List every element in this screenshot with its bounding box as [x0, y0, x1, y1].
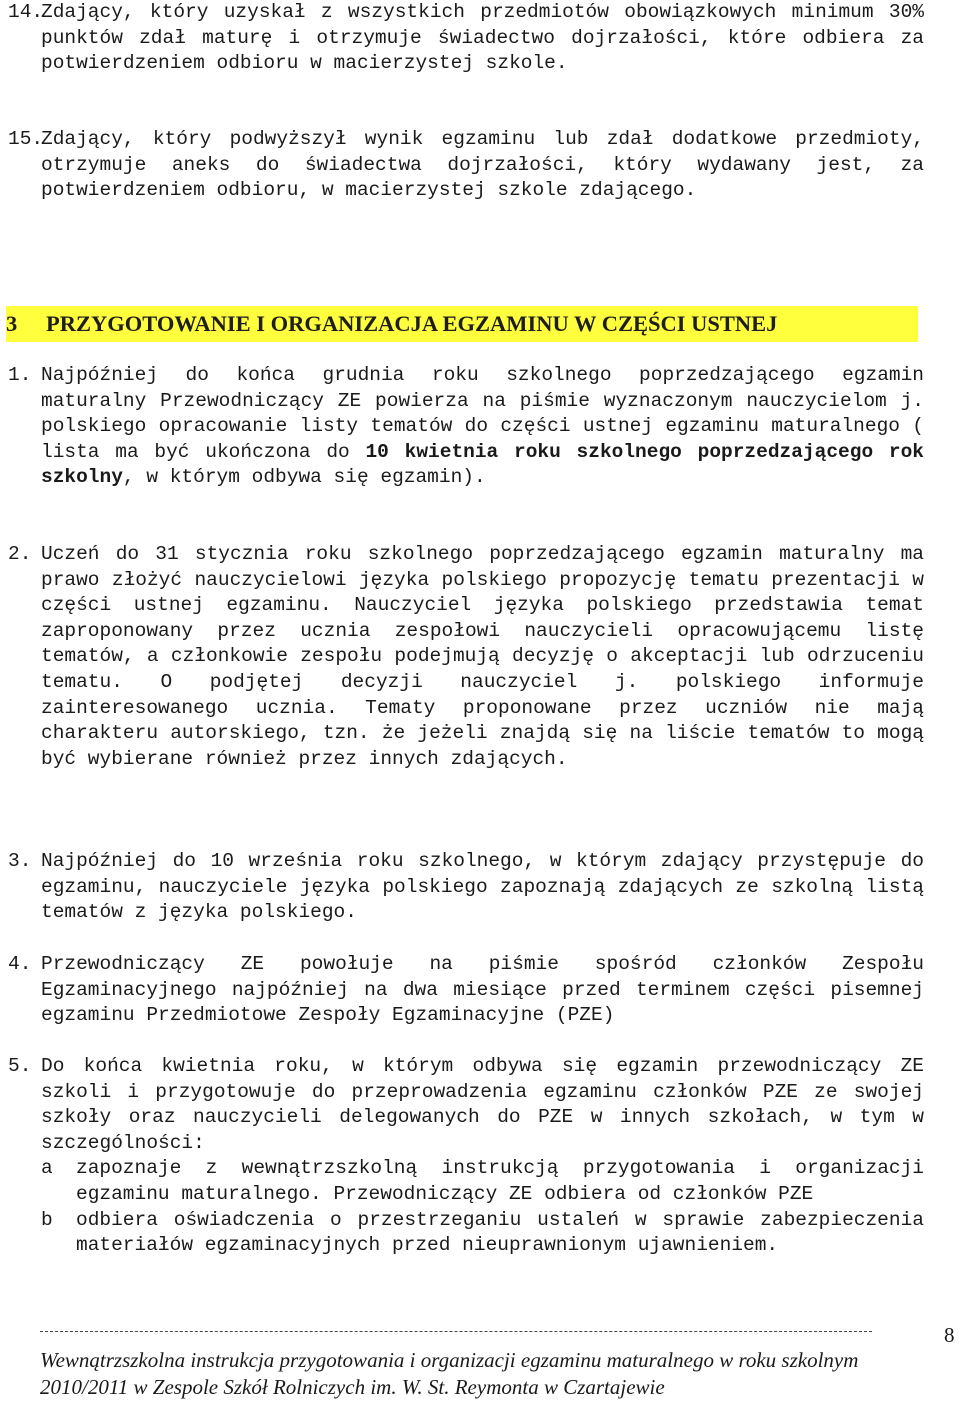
footer-line-2: 2010/2011 w Zespole Szkół Rolniczych im. W. St. Reymonta w Czartajewie [40, 1375, 665, 1399]
section-heading [6, 306, 918, 342]
section-title: PRZYGOTOWANIE I ORGANIZACJA EGZAMINU W CZĘŚCI USTNEJ [46, 311, 778, 336]
sub-item-letter: a [41, 1157, 53, 1180]
sub-item-text: zapoznaje z wewnątrzszkolną instrukcją przygotowania i organizacji egzaminu maturalnego. Przewodniczący ZE odbiera od członków PZE [76, 1157, 924, 1205]
item-number: 15. [8, 128, 44, 150]
item-text: Najpóźniej do 10 września roku szkolnego, w którym zdający przystępuje do egzaminu, nauczyciele języka polskiego zapoznają zdających ze szkolną listą tematów z języka polskiego. [41, 850, 924, 924]
footer-divider [40, 1331, 872, 1332]
section-number: 3 [6, 311, 18, 336]
sub-item-text: odbiera oświadczenia o przestrzeganiu ustaleń w sprawie zabezpieczenia materiałów egzaminacyjnych przed nieuprawnionym ujawnieniem. [76, 1208, 924, 1257]
list-item-14 [8, 0, 924, 77]
item-text: Przewodniczący ZE powołuje na piśmie spośród członków Zespołu Egzaminacyjnego najpóźniej na dwa miesiące przed terminem części pisemnej egzaminu Przedmiotowe Zespoły Egzaminacyjne (PZE) [41, 953, 924, 1027]
item-text: Zdający, który uzyskał z wszystkich przedmiotów obowiązkowych minimum 30% punktów zdał maturę i otrzymuje świadectwo dojrzałości, które odbiera za potwierdzeniem odbioru w macierzystej szkole. [41, 1, 924, 75]
page-footer [40, 1347, 920, 1401]
item-number: 3. [8, 850, 32, 872]
item-number: 1. [8, 364, 32, 386]
list-item-15 [8, 127, 924, 204]
footer-line-1: Wewnątrzszkolna instrukcja przygotowania i organizacji egzaminu maturalnego w roku szkolnym [40, 1348, 859, 1372]
item-number: 4. [8, 953, 32, 975]
page-number: 8 [944, 1323, 955, 1347]
deadline-bold: 10 kwietnia roku szkolnego poprzedzającego rok szkolny [41, 440, 924, 489]
list-item-2 [8, 542, 924, 772]
sub-item-a [41, 1156, 924, 1207]
list-item-3 [8, 849, 924, 926]
sub-item-letter: b [41, 1208, 53, 1231]
item-number: 2. [8, 543, 32, 565]
item-number: 5. [8, 1055, 32, 1077]
item-text: Najpóźniej do końca grudnia roku szkolnego poprzedzającego egzamin maturalny Przewodniczący ZE powierza na piśmie wyznaczonym nauczycielom j. polskiego opracowanie listy tematów do części ustnej egzaminu maturalnego ( lista ma być ukończona do 10 kwietnia roku szkolnego poprzedzającego rok szkolny, w którym odbywa się egzamin). [41, 364, 924, 489]
list-item-1 [8, 363, 924, 491]
item-text: Uczeń do 31 stycznia roku szkolnego poprzedzającego egzamin maturalny ma prawo złożyć nauczycielowi języka polskiego propozycję tematu prezentacji w części ustnej egzaminu. Nauczyciel języka polskiego przedstawia temat zaproponowany przez ucznia zespołowi nauczycieli opracowującemu listę tematów, a członkowie zespołu podejmują decyzję o akceptacji lub odrzuceniu tematu. O podjętej decyzji nauczyciel j. polskiego informuje zainteresowanego ucznia. Tematy proponowane przez uczniów nie mają charakteru autorskiego, tzn. że jeżeli znajdą się na liście tematów to mogą być wybierane również przez innych zdających. [41, 543, 924, 770]
item-text: Zdający, który podwyższył wynik egzaminu lub zdał dodatkowe przedmioty, otrzymuje aneks do świadectwa dojrzałości, który wydawany jest, za potwierdzeniem odbioru, w macierzystej szkole zdającego. [41, 128, 924, 202]
list-item-4 [8, 952, 924, 1029]
sub-item-b [41, 1208, 924, 1259]
item-number: 14. [8, 1, 44, 23]
item-text: Do końca kwietnia roku, w którym odbywa się egzamin przewodniczący ZE szkoli i przygotowuje do przeprowadzenia egzaminu członków PZE ze swojej szkoły oraz nauczycieli delegowanych do PZE w innych szkołach, w tym w szczególności: [41, 1055, 924, 1154]
list-item-5 [8, 1054, 924, 1259]
